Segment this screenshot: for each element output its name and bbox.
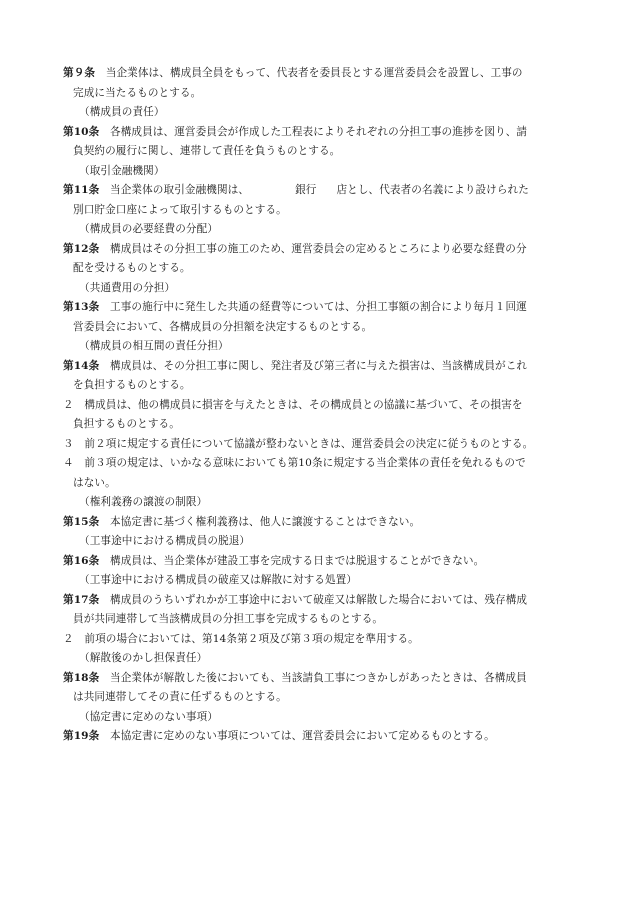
article-number: 第10条	[63, 125, 100, 138]
continuation-line: 営委員会において、各構成員の分担額を決定するものとする。	[73, 320, 373, 333]
article-number: 第15条	[63, 515, 100, 528]
article-17-line	[63, 591, 590, 611]
article-13-line	[63, 298, 590, 318]
continuation-line: 負担するものとする。	[73, 418, 180, 430]
article-16-line	[63, 552, 590, 572]
continuation-line: 員が共同連帯して当該構成員の分担工事を完成するものとする。	[73, 613, 384, 625]
continuation-line: はない。	[73, 476, 116, 489]
continuation-line: 別口貯金口座によって取引するものとする。	[73, 203, 287, 216]
continuation-line: 完成に当たるものとする。	[73, 86, 202, 99]
article-number: 第13条	[63, 301, 100, 313]
article-heading: （共通費用の分担）	[79, 281, 176, 294]
article-12-line	[63, 240, 590, 260]
article-heading: （権利義務の譲渡の制限）	[79, 496, 208, 508]
paragraph-line: ３ 前２項に規定する責任について協議が整わないときは、運営委員会の決定に従うものとする。	[63, 437, 534, 450]
article-text: 当企業体の取引金融機関は、	[99, 184, 250, 196]
article-number: 第12条	[63, 242, 100, 255]
article-heading: （解散後のかし担保責任）	[79, 652, 208, 664]
continuation-line: は共同連帯してその責に任ずるものとする。	[73, 691, 287, 703]
continuation-line: を負担するものとする。	[73, 379, 191, 391]
article-text: 当企業体は、構成員全員をもって、代表者を委員長とする運営委員会を設置し、工事の	[95, 67, 523, 79]
article-number: 第11条	[63, 184, 100, 196]
article-18-line	[63, 669, 590, 689]
article-text: 構成員はその分担工事の施工のため、運営委員会の定めるところにより必要な経費の分	[99, 242, 527, 255]
article-19-line	[63, 727, 590, 747]
article-heading: （工事途中における構成員の破産又は解散に対する処置）	[79, 574, 358, 586]
article-text: 本協定書に基づく権利義務は、他人に譲渡することはできない。	[99, 515, 421, 528]
paragraph-line: ２ 構成員は、他の構成員に損害を与えたときは、その構成員との協議に基づいて、その損害を	[63, 398, 523, 411]
article-10-line	[63, 123, 590, 143]
article-14-line	[63, 357, 590, 377]
article-text: 当企業体が解散した後においても、当該請負工事につきかしがあったときは、各構成員	[99, 671, 527, 684]
article-number: 第16条	[63, 554, 100, 567]
paragraph-line: ２ 前項の場合においては、第14条第２項及び第３項の規定を準用する。	[63, 632, 419, 645]
article-number: 第14条	[63, 359, 100, 372]
article-number: 第17条	[63, 593, 100, 606]
paragraph-line: ４ 前３項の規定は、いかなる意味においても第10条に規定する当企業体の責任を免れるもので	[63, 457, 526, 469]
article-text: 構成員は、当企業体が建設工事を完成する日までは脱退することができない。	[99, 554, 485, 567]
article-heading: （協定書に定めのない事項）	[79, 710, 219, 723]
article-15-line	[63, 513, 590, 533]
bank-label: 銀行	[295, 184, 317, 196]
article-heading: （構成員の必要経費の分配）	[79, 223, 219, 235]
continuation-line: 配を受けるものとする。	[73, 262, 191, 274]
article-text: 工事の施行中に発生した共通の経費等については、分担工事額の割合により毎月１回運	[99, 301, 527, 313]
article-heading: （工事途中における構成員の脱退）	[79, 535, 251, 547]
article-9-line	[63, 64, 590, 84]
article-11-line	[63, 181, 590, 201]
article-number: 第９条	[63, 67, 96, 79]
article-text: 構成員は、その分担工事に関し、発注者及び第三者に与えた損害は、当該構成員がこれ	[99, 359, 528, 372]
article-heading: （構成員の相互間の責任分担）	[79, 340, 229, 352]
article-number: 第18条	[63, 671, 100, 684]
article-number: 第19条	[63, 730, 100, 742]
article-text-tail: 店とし、代表者の名義により設けられた	[336, 184, 529, 196]
continuation-line: 負契約の履行に関し、連帯して責任を負うものとする。	[73, 145, 341, 157]
article-heading: （取引金融機関）	[79, 164, 165, 177]
article-text: 各構成員は、運営委員会が作成した工程表によりそれぞれの分担工事の進捗を図り、請	[99, 125, 528, 138]
article-text: 構成員のうちいずれかが工事途中において破産又は解散した場合においては、残存構成	[99, 593, 528, 606]
article-text: 本協定書に定めのない事項については、運営委員会において定めるものとする。	[99, 730, 495, 742]
article-heading: （構成員の責任）	[79, 106, 165, 118]
